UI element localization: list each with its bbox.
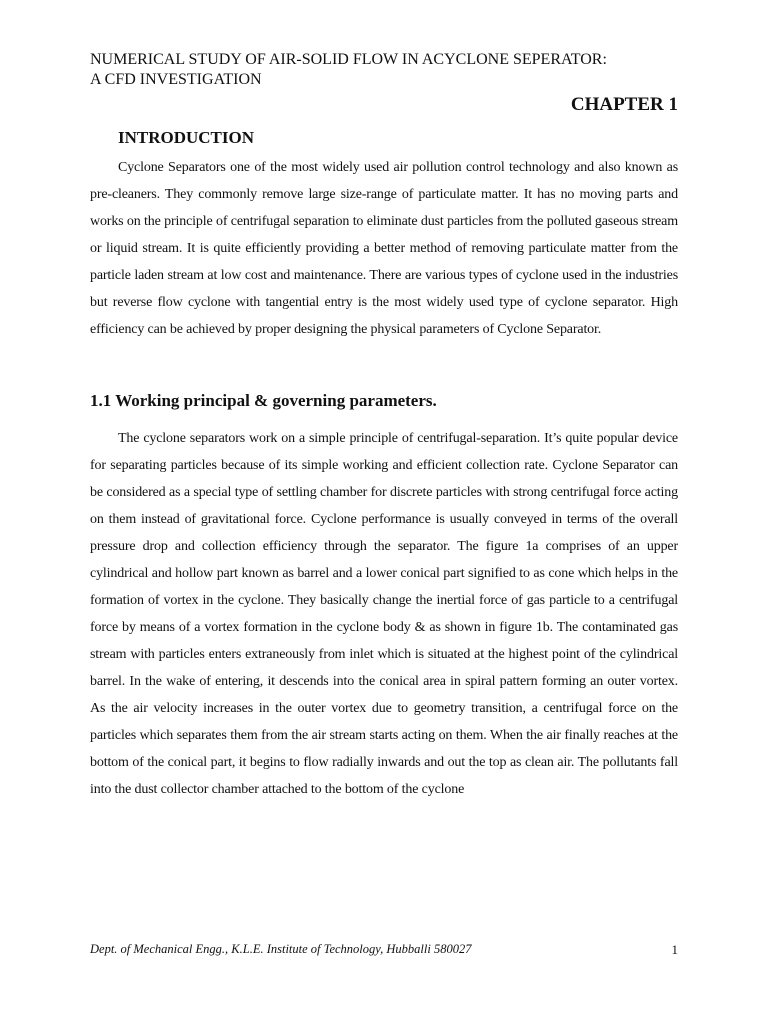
chapter-heading: CHAPTER 1 [570,94,678,115]
section-heading: 1.1 Working principal & governing parameters. [90,391,437,410]
footer-text: Dept. of Mechanical Engg., K.L.E. Institute of Technology, Hubballi 580027 [90,942,472,956]
introduction-heading: INTRODUCTION [118,128,255,147]
page-footer [90,942,678,957]
document-title [90,50,690,90]
document-title-line1: NUMERICAL STUDY OF AIR-SOLID FLOW IN ACYCLONE SEPERATOR: [90,51,607,68]
page-number: 1 [671,942,678,957]
introduction-paragraph: Cyclone Separators one of the most widely used air pollution control technology and also known as pre-cleaners. They commonly remove large size-range of particulate matter. It has no moving parts and works on the principle of centrifugal separation to eliminate dust particles from the polluted gaseous stream or liquid stream. It is quite efficiently providing a better method of removing particulate matter from the particle laden stream at low cost and maintenance. There are various types of cyclone used in the industries but reverse flow cyclone with tangential entry is the most widely used type of cyclone separator. High efficiency can be achieved by proper designing the physical parameters of Cyclone Separator. [90,160,678,337]
document-title-line2: A CFD INVESTIGATION [90,71,262,88]
section-paragraph: The cyclone separators work on a simple principle of centrifugal-separation. It’s quite popular device for separating particles because of its simple working and efficient collection rate. Cyclone Separator can be considered as a special type of settling chamber for discrete particles with strong centrifugal force acting on them instead of gravitational force. Cyclone performance is usually conveyed in terms of the overall pressure drop and collection efficiency through the separator. The figure 1a comprises of an upper cylindrical and hollow part known as barrel and a lower conical part signified to as cone which helps in the formation of vortex in the cyclone. They basically change the inertial force of gas particle to a centrifugal force by means of a vortex formation in the cyclone body & as shown in figure 1b. The contaminated gas stream with particles enters extraneously from inlet which is situated at the highest point of the cylindrical barrel. In the wake of entering, it descends into the conical area in spiral pattern forming an outer vortex. As the air velocity increases in the outer vortex due to geometry transition, a centrifugal force on the particles which separates them from the air stream starts acting on them. When the air finally reaches at the bottom of the conical part, it begins to flow radially inwards and out the top as clean air. The pollutants fall into the dust collector chamber attached to the bottom of the cyclone [90,431,678,797]
